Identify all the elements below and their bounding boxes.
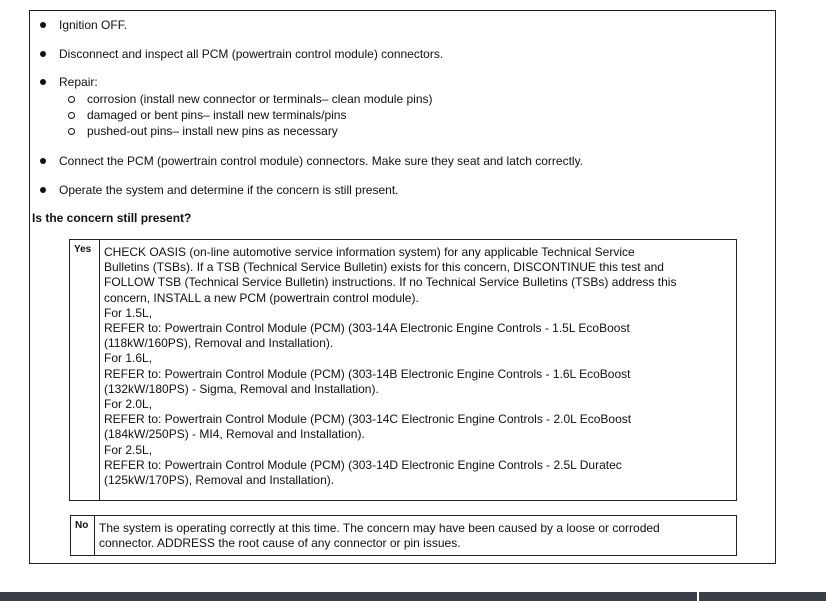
step-text: Repair: <box>59 75 98 89</box>
procedure-frame <box>29 10 776 564</box>
no-answer-box <box>70 515 737 556</box>
yes-answer-box <box>69 239 737 501</box>
answer-line: (118kW/160PS), Removal and Installation). <box>104 336 334 351</box>
footer-bar <box>0 592 826 601</box>
answer-line: CHECK OASIS (on-line automotive service information system) for any applicable Technical Service <box>104 245 635 259</box>
repair-item-text: corrosion (install new connector or terminals– clean module pins) <box>87 92 433 106</box>
no-answer-text <box>99 521 660 551</box>
circle-bullet-icon <box>68 128 75 135</box>
answer-line: For 1.5L, <box>104 305 153 320</box>
answer-line: REFER to: Powertrain Control Module (PCM) (303-14C Electronic Engine Controls - 2.0L EcoBoost <box>104 412 632 427</box>
answer-line: Bulletins (TSBs). If a TSB (Technical Service Bulletin) exists for this concern, DISCONTINUE this test and <box>104 260 664 275</box>
answer-line: (125kW/170PS), Removal and Installation). <box>104 473 335 488</box>
answer-line: concern, INSTALL a new PCM (powertrain control module). <box>104 290 419 305</box>
answer-line: (184kW/250PS) - MI4, Removal and Installation). <box>104 427 365 442</box>
circle-bullet-icon <box>68 96 75 103</box>
no-tag: No <box>71 516 95 555</box>
answer-line: For 2.0L, <box>104 397 153 412</box>
answer-line: (132kW/180PS) - Sigma, Removal and Installation). <box>104 381 379 396</box>
bullet-icon <box>40 187 46 193</box>
answer-line: The system is operating correctly at this time. The concern may have been caused by a loose or corroded <box>99 521 660 535</box>
step-text: Connect the PCM (powertrain control module) connectors. Make sure they seat and latch correctly. <box>59 154 584 168</box>
step-text: Ignition OFF. <box>59 18 128 32</box>
yes-tag: Yes <box>70 240 100 500</box>
yes-answer-text <box>104 245 676 488</box>
answer-line: For 1.6L, <box>104 351 153 366</box>
repair-item-text: pushed-out pins– install new pins as necessary <box>87 124 338 138</box>
answer-line: For 2.5L, <box>104 442 153 457</box>
answer-line: FOLLOW TSB (Technical Service Bulletin) instructions. If no Technical Service Bulletins (TSBs) address this <box>104 275 677 290</box>
answer-line: REFER to: Powertrain Control Module (PCM) (303-14A Electronic Engine Controls - 1.5L EcoBoost <box>104 321 630 336</box>
bullet-icon <box>40 51 46 57</box>
bullet-icon <box>40 79 46 85</box>
bullet-icon <box>40 158 46 164</box>
question-heading: Is the concern still present? <box>32 211 192 225</box>
bullet-icon <box>40 22 46 28</box>
repair-item-text: damaged or bent pins– install new terminals/pins <box>87 108 347 122</box>
footer-divider <box>697 592 699 601</box>
circle-bullet-icon <box>68 112 75 119</box>
step-text: Disconnect and inspect all PCM (powertrain control module) connectors. <box>59 47 444 61</box>
answer-line: REFER to: Powertrain Control Module (PCM) (303-14B Electronic Engine Controls - 1.6L EcoBoost <box>104 366 631 381</box>
answer-line: REFER to: Powertrain Control Module (PCM) (303-14D Electronic Engine Controls - 2.5L Duratec <box>104 457 622 472</box>
answer-line: connector. ADDRESS the root cause of any connector or pin issues. <box>99 536 461 551</box>
step-text: Operate the system and determine if the concern is still present. <box>59 183 399 197</box>
